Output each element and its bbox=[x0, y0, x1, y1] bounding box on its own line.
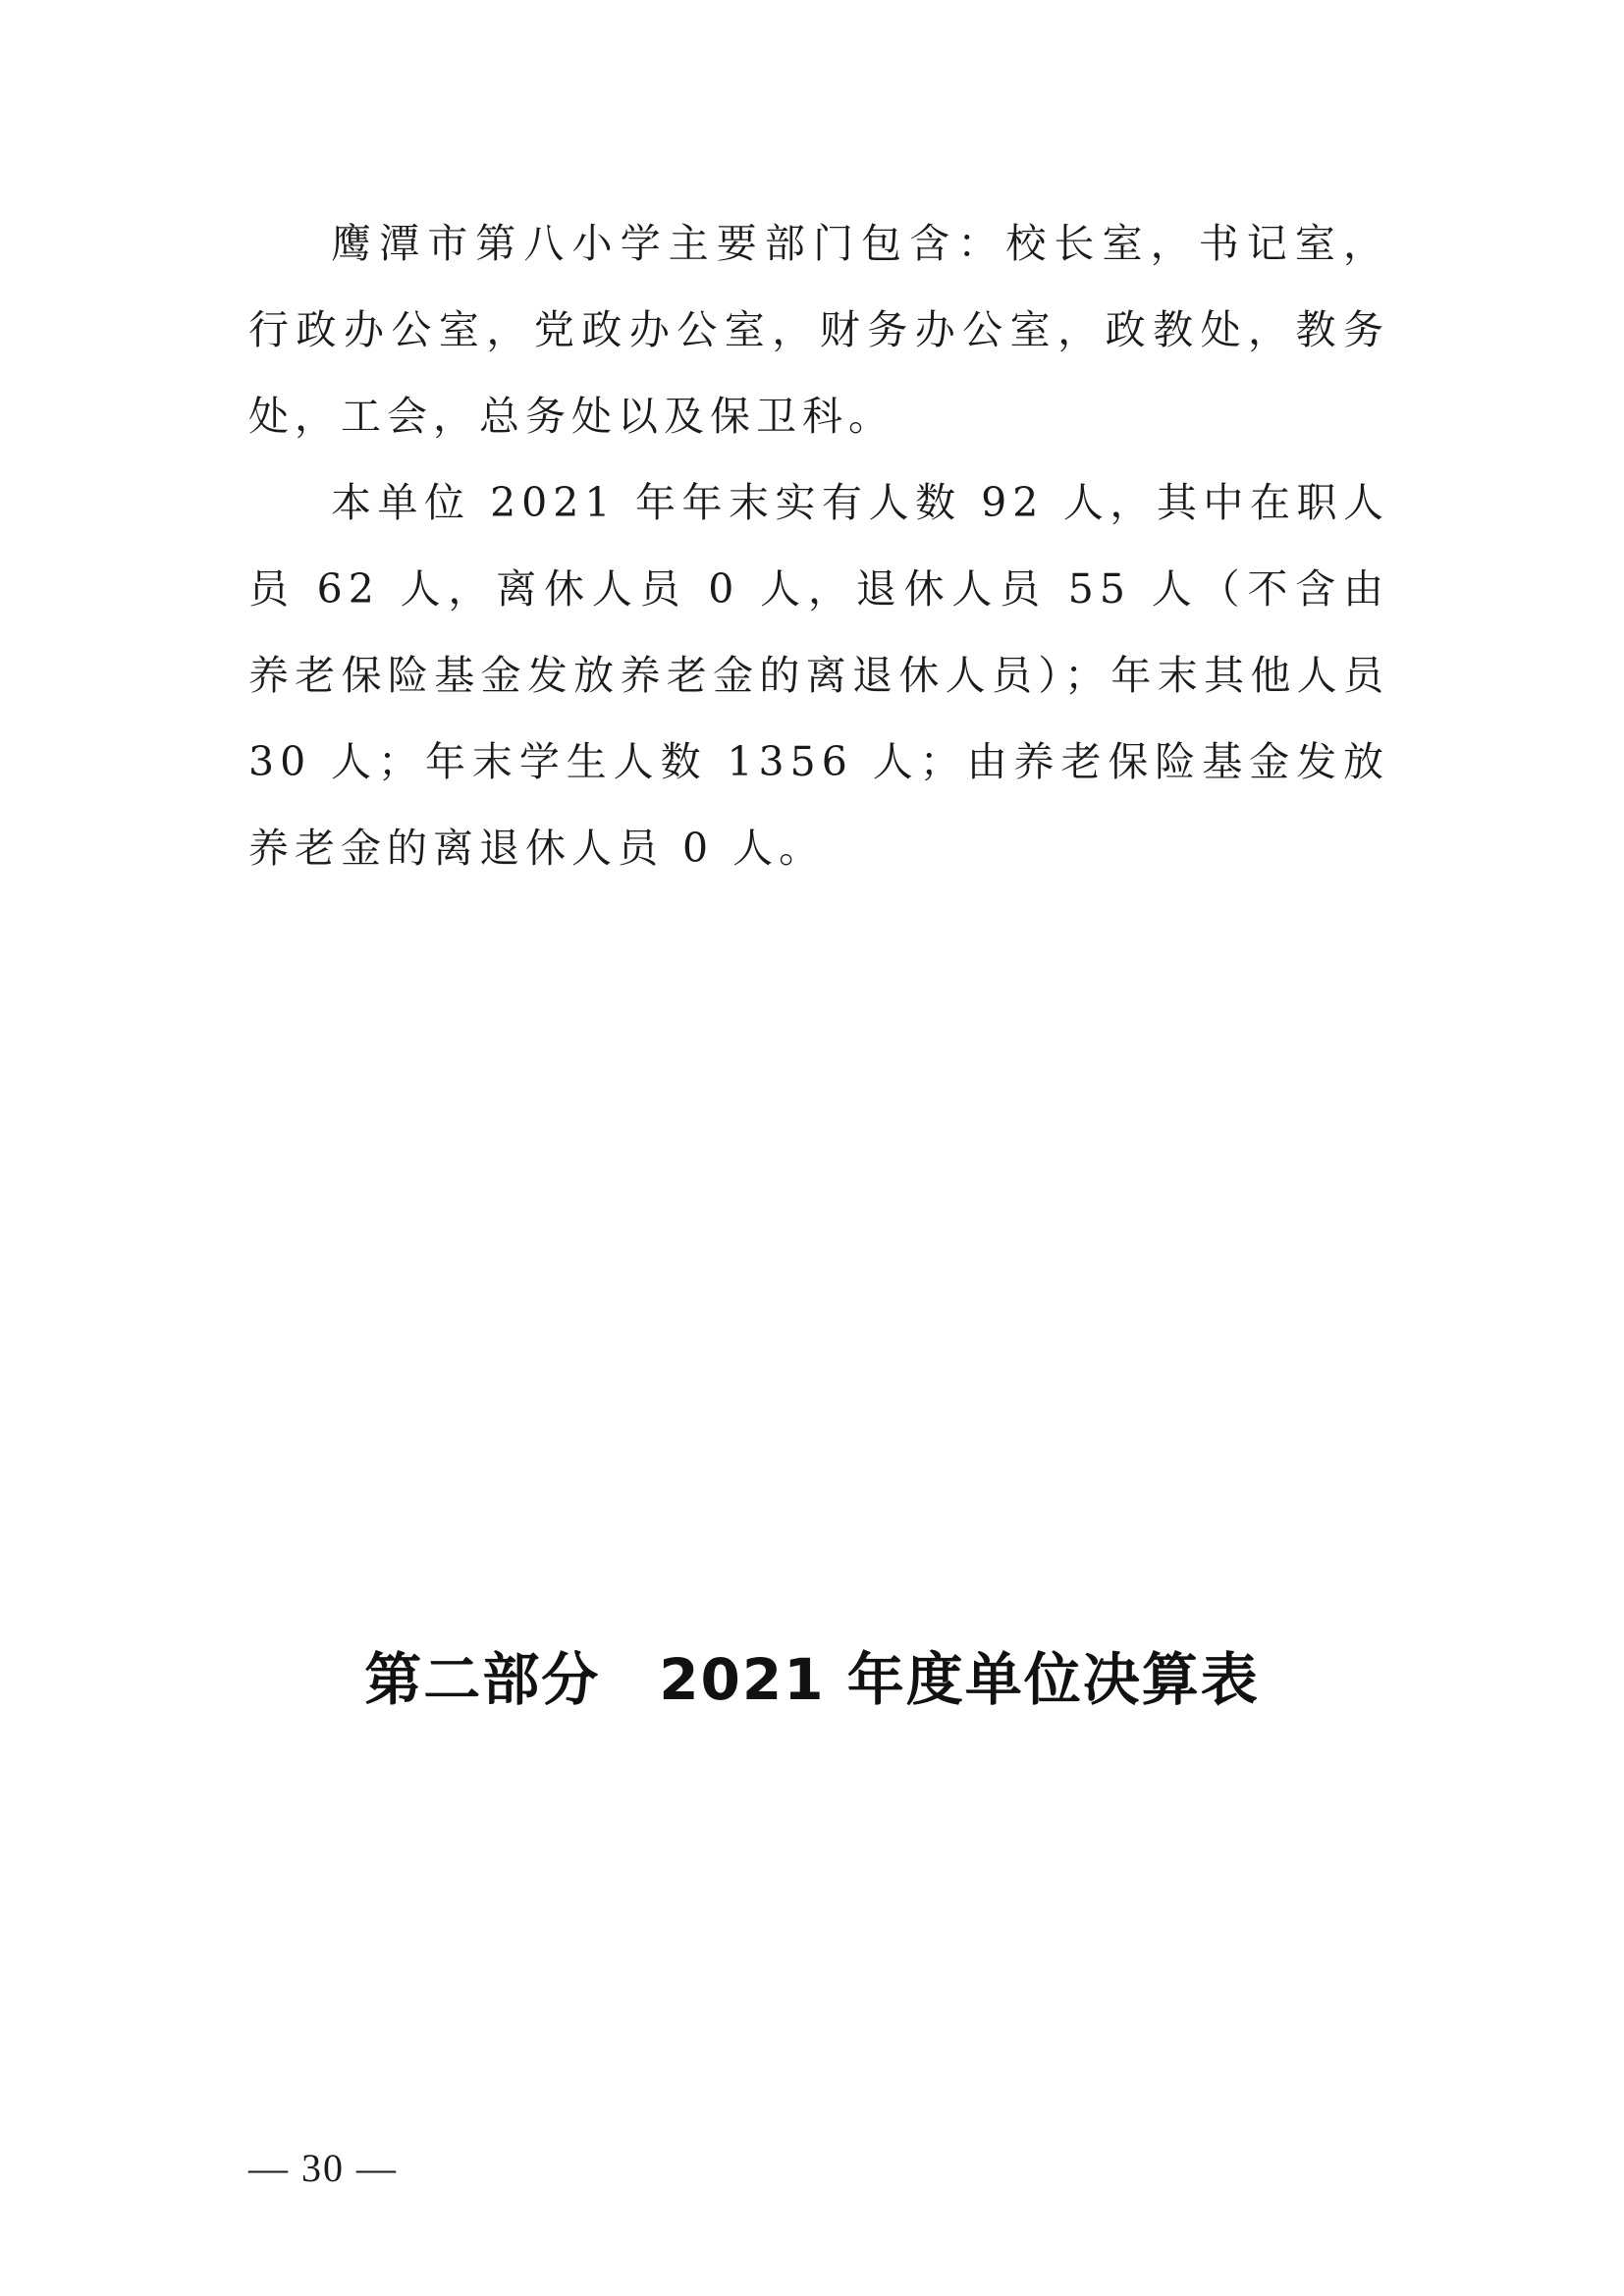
section-heading: 第二部分 2021 年度单位决算表 bbox=[364, 1646, 1260, 1713]
paragraph-staff-count: 本单位 2021 年年末实有人数 92 人，其中在职人员 62 人，离休人员 0 人，退休人员 55 人（不含由养老保险基金发放养老金的离退休人员）；年末其他人员 30 人；年末学生人数 1356 人；由养老保险基金发放养老金的离退休人员 0 人。 bbox=[248, 479, 1389, 872]
paragraph-departments: 鹰潭市第八小学主要部门包含：校长室，书记室，行政办公室，党政办公室，财务办公室，政教处，教务处，工会，总务处以及保卫科。 bbox=[248, 220, 1389, 440]
page-number: — 30 — bbox=[248, 2146, 398, 2190]
